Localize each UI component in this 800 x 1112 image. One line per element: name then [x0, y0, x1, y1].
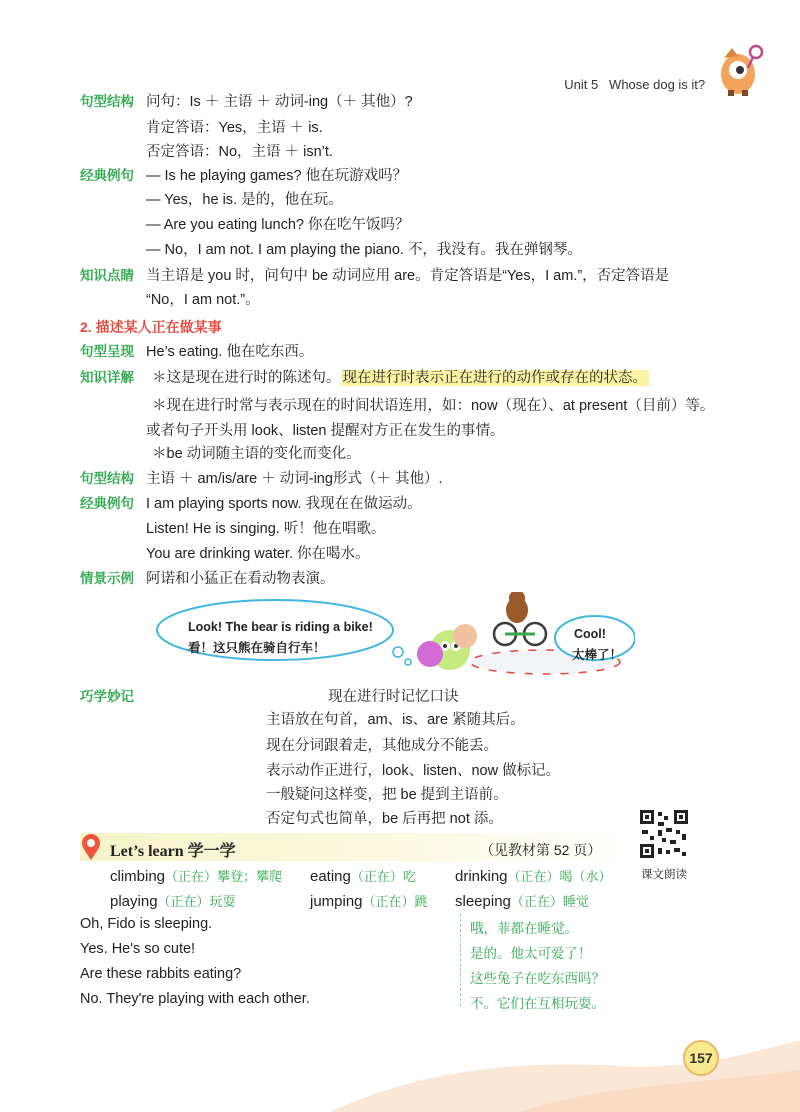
vocab-word: drinking	[455, 868, 508, 885]
dialog-line-cn: 是的。他太可爱了！	[470, 946, 592, 962]
memory-line: 现在分词跟着走，其他成分不能丢。	[266, 738, 498, 754]
dialog-line-en: Oh, Fido is sleeping.	[80, 916, 213, 932]
vocab-meaning: （正在）吃	[350, 870, 416, 885]
tag-key-points: 知识点睛	[80, 268, 134, 283]
vocab-meaning: （正在）喝（水）	[507, 870, 612, 885]
dialog-line-cn: 哦，菲都在睡觉。	[470, 921, 578, 937]
tag-sentence-structure: 句型结构	[80, 94, 134, 109]
tip-line: 当主语是 you 时，问句中 be 动词应用 are。肯定答语是“Yes，I am.”，否定答语是	[146, 268, 670, 284]
example-line: — Are you eating lunch? 你在吃午饭吗？	[146, 217, 410, 233]
vocab-word: sleeping	[455, 893, 511, 910]
location-pin-icon	[80, 833, 102, 861]
vocab-item	[455, 891, 589, 910]
structure-question: 问句：Is ＋ 主语 ＋ 动词-ing（＋ 其他）?	[146, 94, 413, 110]
example-line: — Yes，he is. 是的，他在玩。	[146, 192, 343, 208]
dialog-line-cn: 这些兔子在吃东西吗？	[470, 971, 605, 987]
scene-illustration	[155, 592, 635, 682]
unit-title: Whose dog is it?	[609, 77, 706, 92]
tag-pattern: 句型呈现	[80, 344, 134, 359]
speech-bubble-cn: 太棒了！	[572, 648, 623, 662]
speech-bubble-en: Cool!	[574, 627, 606, 641]
vocab-item	[110, 891, 236, 910]
qr-code-icon[interactable]	[638, 808, 690, 860]
vocab-word: jumping	[310, 893, 363, 910]
speech-bubble-cn: 看！这只熊在骑自行车！	[188, 641, 326, 655]
vocab-word: eating	[310, 868, 351, 885]
highlighted-text: 现在进行时表示正在进行的动作或存在的状态。	[342, 370, 647, 386]
structure-affirmative: 肯定答语：Yes，主语 ＋ is.	[146, 120, 323, 136]
speech-bubble-en: Look! The bear is riding a bike!	[188, 620, 373, 634]
section-heading: 2. 描述某人正在做某事	[80, 319, 222, 335]
tag-classic-examples: 经典例句	[80, 496, 134, 511]
memory-line: 一般疑问这样变，把 be 提到主语前。	[266, 787, 508, 803]
detail-line	[152, 368, 649, 388]
scene-line: 阿诺和小猛正在看动物表演。	[146, 571, 335, 587]
pattern-line: He’s eating. 他在吃东西。	[146, 344, 314, 360]
textbook-reference: （见教材第 52 页）	[480, 842, 602, 858]
example-line: I am playing sports now. 我现在在做运动。	[146, 496, 422, 512]
dialog-divider	[460, 914, 461, 1006]
tip-line: “No，I am not.”。	[146, 292, 260, 308]
detail-line: ＊现在进行时常与表示现在的时间状语连用，如：now（现在）、at present（目前）等。	[152, 398, 715, 414]
unit-number: Unit 5	[564, 77, 599, 92]
qr-label: 课文朗读	[641, 869, 687, 881]
vocab-meaning: （正在）玩耍	[157, 895, 236, 910]
dialog-line-cn: 不。它们在互相玩耍。	[470, 996, 605, 1012]
detail-text: ＊这是现在进行时的陈述句。	[152, 370, 341, 386]
structure-line: 主语 ＋ am/is/are ＋ 动词-ing形式（＋ 其他）.	[146, 471, 443, 487]
memory-line: 主语放在句首，am、is、are 紧随其后。	[266, 712, 525, 728]
tag-memory-tips: 巧学妙记	[80, 689, 134, 704]
vocab-item	[455, 866, 612, 885]
dialog-line-en: No. They're playing with each other.	[80, 991, 310, 1007]
page-number: 157	[683, 1040, 719, 1076]
dialog-line-en: Are these rabbits eating?	[80, 966, 242, 982]
example-line: — Is he playing games? 他在玩游戏吗？	[146, 168, 408, 184]
memory-line: 表示动作正进行，look、listen、now 做标记。	[266, 763, 561, 779]
tag-classic-examples: 经典例句	[80, 168, 134, 183]
tag-sentence-structure: 句型结构	[80, 471, 134, 486]
vocab-meaning: （正在）跳	[362, 895, 428, 910]
vocab-meaning: （正在）睡觉	[510, 895, 589, 910]
vocab-word: climbing	[110, 868, 166, 885]
memory-line: 否定句式也简单，be 后再把 not 添。	[266, 811, 503, 827]
memory-title: 现在进行时记忆口诀	[328, 689, 459, 705]
vocab-item	[110, 866, 282, 885]
vocab-word: playing	[110, 893, 158, 910]
tag-scene-example: 情景示例	[80, 571, 134, 586]
example-line: Listen! He is singing. 听！他在唱歌。	[146, 521, 386, 537]
lets-learn-title: Let’s learn 学一学	[110, 843, 236, 860]
example-line: You are drinking water. 你在喝水。	[146, 546, 370, 562]
unit-header	[557, 62, 705, 92]
tag-detail: 知识详解	[80, 370, 134, 385]
structure-negative: 否定答语：No，主语 ＋ isn’t.	[146, 144, 333, 160]
detail-line: ＊be 动词随主语的变化而变化。	[152, 446, 361, 462]
vocab-item	[310, 891, 428, 910]
example-line: — No，I am not. I am playing the piano. 不，我没有。我在弹钢琴。	[146, 242, 582, 258]
mascot-icon	[712, 40, 770, 98]
detail-line: 或者句子开头用 look、listen 提醒对方正在发生的事情。	[146, 423, 505, 439]
dialog-line-en: Yes. He's so cute!	[80, 941, 196, 957]
vocab-item	[310, 866, 416, 885]
vocab-meaning: （正在）攀登；攀爬	[165, 870, 283, 885]
